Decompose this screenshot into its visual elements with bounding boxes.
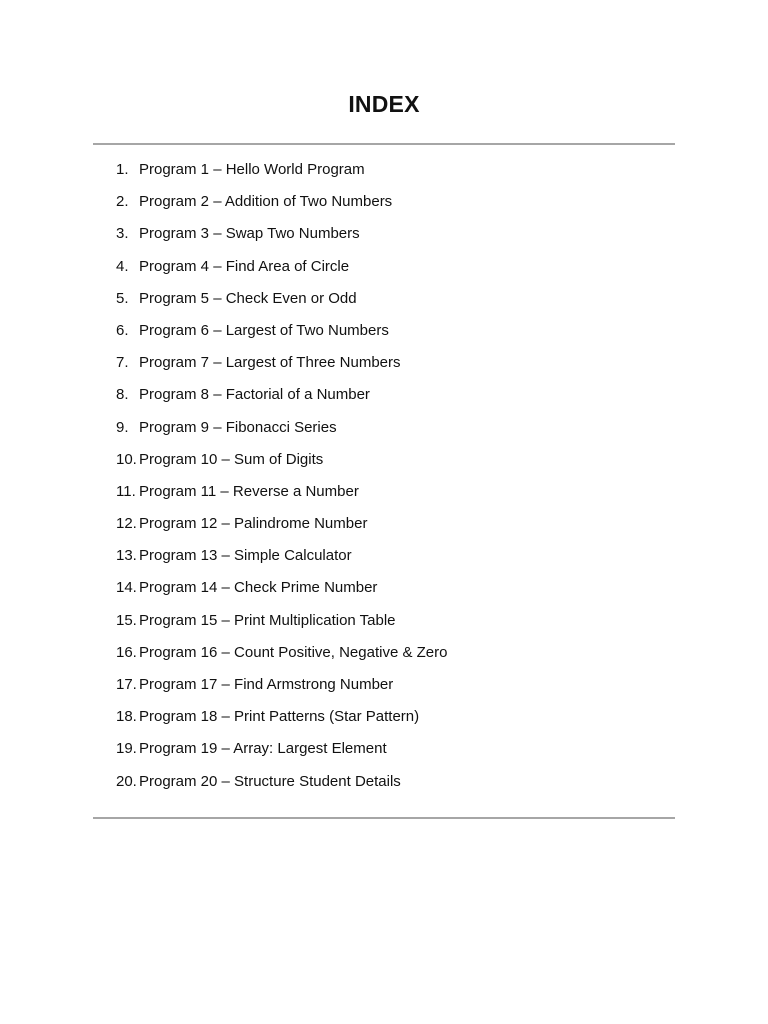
- item-text: Program 14 – Check Prime Number: [139, 579, 378, 597]
- item-text: Program 16 – Count Positive, Negative & Zero: [139, 643, 448, 661]
- list-item: [116, 154, 447, 186]
- list-item: [116, 218, 447, 250]
- list-item: [116, 572, 447, 604]
- item-number: 3.: [116, 225, 129, 243]
- list-item: [116, 476, 447, 508]
- item-number: 1.: [116, 161, 129, 178]
- item-text: Program 15 – Print Multiplication Table: [139, 611, 396, 629]
- item-text: Program 2 – Addition of Two Numbers: [139, 193, 393, 211]
- list-item: [116, 315, 447, 347]
- item-text: Program 1 – Hello World Program: [139, 161, 365, 178]
- item-number: 7.: [116, 354, 129, 372]
- list-item: [116, 379, 447, 411]
- list-item: [116, 701, 447, 733]
- item-text: Program 10 – Sum of Digits: [139, 450, 324, 468]
- item-text: Program 8 – Factorial of a Number: [139, 386, 370, 404]
- item-number: 13.: [116, 547, 137, 565]
- list-item: [116, 347, 447, 379]
- item-number: 4.: [116, 257, 129, 275]
- item-text: Program 6 – Largest of Two Numbers: [139, 321, 389, 339]
- list-item: [116, 412, 447, 444]
- item-number: 11.: [116, 482, 136, 500]
- item-text: Program 7 – Largest of Three Numbers: [139, 354, 401, 372]
- item-text: Program 18 – Print Patterns (Star Pattern): [139, 708, 420, 726]
- item-number: 19.: [116, 740, 137, 758]
- index-list: [116, 154, 447, 798]
- item-number: 8.: [116, 386, 129, 404]
- page-title: INDEX: [348, 91, 420, 117]
- item-number: 10.: [116, 450, 137, 468]
- item-number: 14.: [116, 579, 137, 597]
- item-number: 2.: [116, 193, 129, 211]
- item-number: 17.: [116, 676, 137, 693]
- list-item: [116, 444, 447, 476]
- list-item: [116, 637, 447, 669]
- item-number: 20.: [116, 772, 137, 790]
- list-item: [116, 540, 447, 572]
- item-number: 5.: [116, 289, 129, 307]
- item-text: Program 5 – Check Even or Odd: [139, 289, 357, 307]
- list-item: [116, 733, 447, 765]
- item-number: 15.: [116, 611, 137, 629]
- top-divider: [93, 143, 675, 145]
- item-number: 12.: [116, 515, 137, 533]
- item-text: Program 20 – Structure Student Details: [139, 772, 401, 790]
- item-text: Program 11 – Reverse a Number: [139, 482, 359, 500]
- item-text: Program 4 – Find Area of Circle: [139, 257, 350, 275]
- list-item: [116, 766, 447, 798]
- bottom-divider: [93, 817, 675, 819]
- item-text: Program 17 – Find Armstrong Number: [139, 676, 394, 693]
- item-text: Program 9 – Fibonacci Series: [139, 418, 337, 436]
- item-text: Program 12 – Palindrome Number: [139, 515, 368, 533]
- list-item: [116, 605, 447, 637]
- item-text: Program 3 – Swap Two Numbers: [139, 225, 360, 243]
- list-item: [116, 669, 447, 701]
- item-number: 18.: [116, 708, 137, 726]
- item-number: 16.: [116, 643, 137, 661]
- list-item: [116, 508, 447, 540]
- item-text: Program 13 – Simple Calculator: [139, 547, 352, 565]
- item-number: 6.: [116, 321, 129, 339]
- list-item: [116, 283, 447, 315]
- item-text: Program 19 – Array: Largest Element: [139, 740, 387, 758]
- item-number: 9.: [116, 418, 129, 436]
- list-item: [116, 186, 447, 218]
- list-item: [116, 251, 447, 283]
